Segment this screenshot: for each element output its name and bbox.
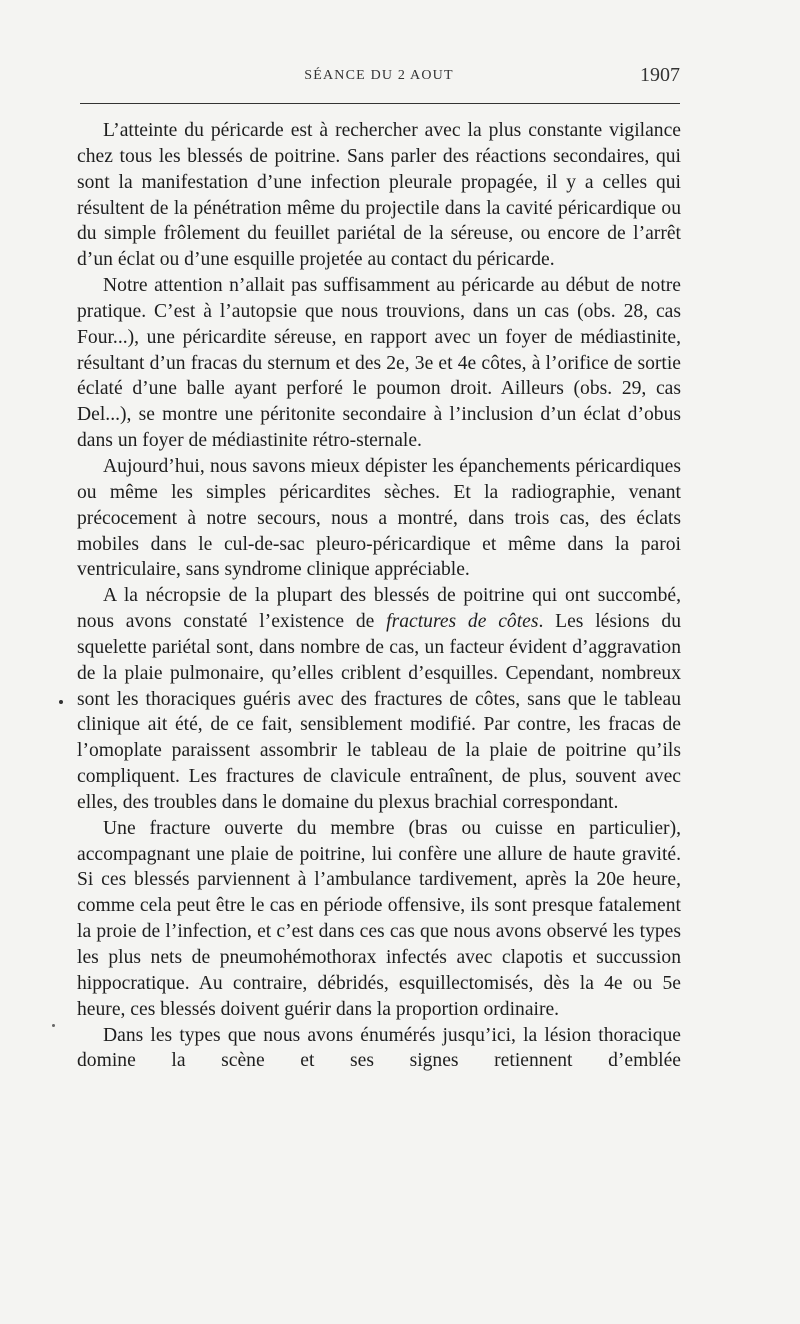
page-header	[78, 64, 680, 94]
paragraph-fracture-ouverte: Une fracture ouverte du membre (bras ou cuisse en particulier), accompagnant une plaie de poitrine, lui confère une allure de haute gravité. Si ces blessés parviennent à l’ambulance tardivement, après la 20e heure, comme cela peut être le cas en période offensive, ils sont presque fatalement la proie de l’infection, et c’est dans ces cas que nous avons observé les types les plus nets de pneumohémothorax infectés avec clapotis et succussion hippocratique. Au contraire, débridés, esquillectomisés, dès la 4e ou 5e heure, ces blessés doivent guérir dans la proportion ordinaire.	[77, 817, 681, 1020]
paragraph-pericarde: L’atteinte du péricarde est à rechercher avec la plus constante vigilance chez tous les blessés de poitrine. Sans parler des réactions secondaires, qui sont la manifestation d’une infection pleurale propagée, il y a celles qui résultent de la pénétration même du projectile dans la cavité péricardique ou du simple frôlement du feuillet pariétal de la séreuse, ou encore de l’arrêt d’un éclat ou d’une esquille projetée au contact du péricarde.	[77, 120, 681, 271]
paragraph-necropsie	[77, 583, 681, 816]
margin-speck	[59, 700, 63, 704]
paragraph-aujourdhui: Aujourd’hui, nous savons mieux dépister les épanchements péricardiques ou même les simples péricardites sèches. Et la radiographie, venant précocement à notre secours, nous a montré, dans trois cas, des éclats mobiles dans le cul-de-sac pleuro-péricardique et même dans la paroi ventriculaire, sans syndrome clinique appréciable.	[77, 455, 681, 581]
running-title: SÉANCE DU 2 AOUT	[304, 68, 454, 83]
body-text	[77, 118, 681, 1074]
necropsie-text-before: A la nécropsie de la plupart des blessés de poitrine qui ont succombé, nous avons constaté l’existence de	[77, 585, 681, 633]
page-number: 1907	[640, 64, 680, 86]
paragraph-types-enumeres: Dans les types que nous avons énumérés jusqu’ici, la lésion thoracique domine la scène et ses signes retiennent d’emblée	[77, 1024, 681, 1072]
paragraph-notre-attention: Notre attention n’allait pas suffisamment au péricarde au début de notre pratique. C’est à l’autopsie que nous trouvions, dans un cas (obs. 28, cas Four...), une péricardite séreuse, en rapport avec un foyer de médiastinite, résultant d’un fracas du sternum et des 2e, 3e et 4e côtes, à l’orifice de sortie éclaté d’une balle ayant perforé le poumon droit. Ailleurs (obs. 29, cas Del...), se montre une péritonite secondaire à l’inclusion d’un éclat d’obus dans un foyer de médiastinite rétro-sternale.	[77, 275, 681, 452]
margin-speck-lower	[52, 1024, 55, 1027]
necropsie-italic-term: fractures de côtes	[386, 611, 539, 633]
necropsie-text-after: . Les lésions du squelette pariétal sont, dans nombre de cas, un facteur évident d’aggravation de la plaie pulmonaire, qu’elles criblent d’esquilles. Cependant, nombreux sont les thoraciques guéris avec des fractures de côtes, sans que le tableau clinique ait été, de ce fait, sensiblement modifié. Par contre, les fracas de l’omoplate paraissent assombrir le tableau de la plaie de poitrine qu’ils compliquent. Les fractures de clavicule entraînent, de plus, souvent avec elles, des troubles dans le domaine du plexus brachial correspondant.	[77, 611, 681, 813]
header-rule	[80, 103, 680, 104]
